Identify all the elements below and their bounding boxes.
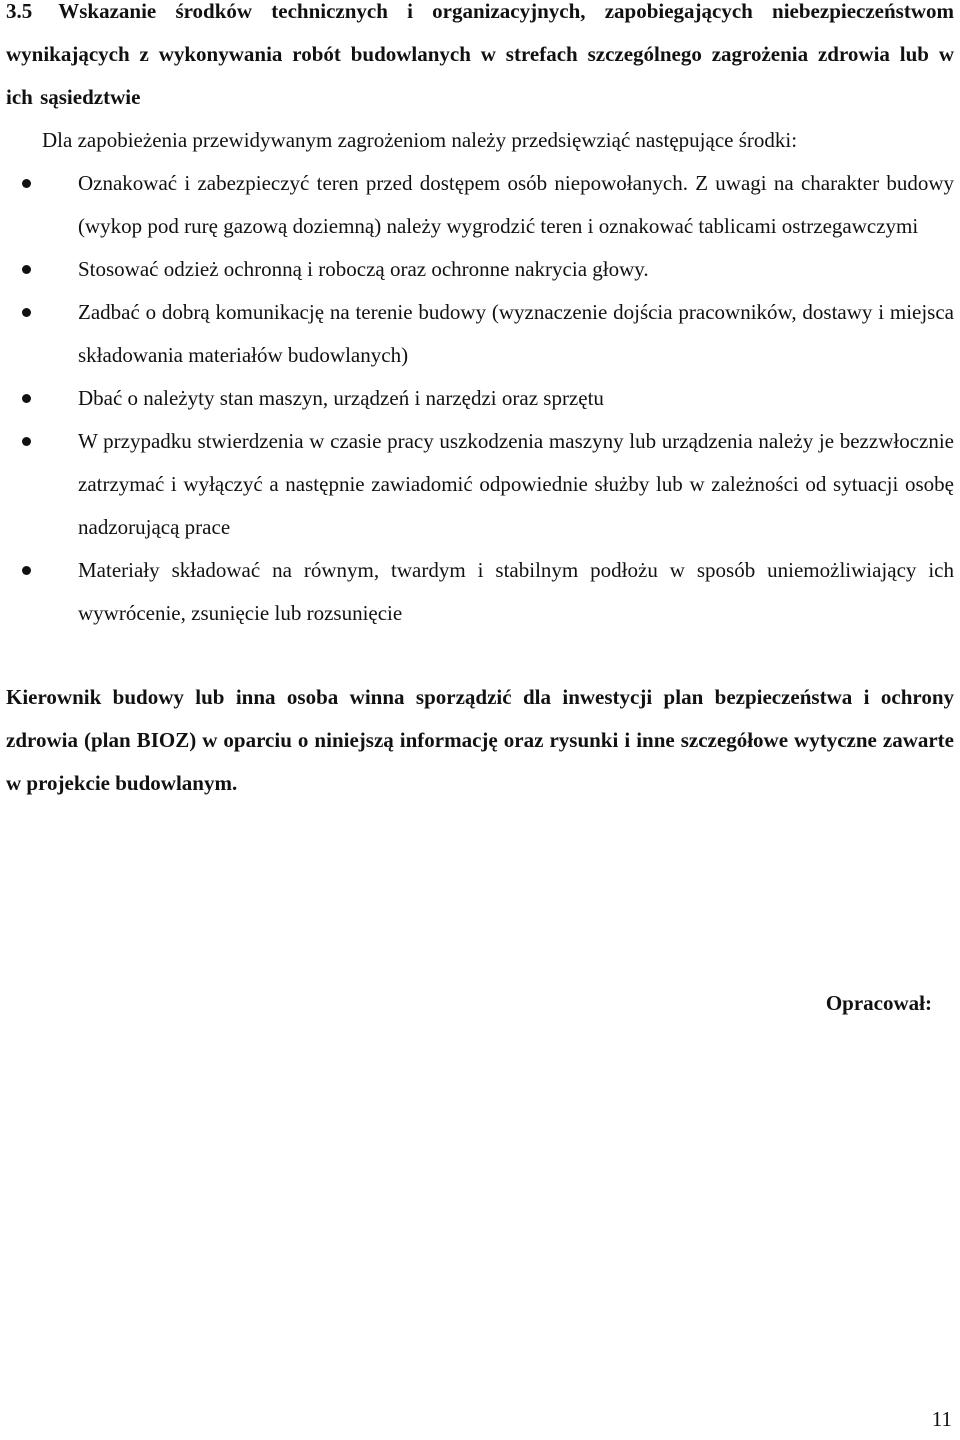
bullet-icon: [22, 265, 31, 274]
bullet-icon: [22, 437, 31, 446]
closing-paragraph: Kierownik budowy lub inna osoba winna sporządzić dla inwestycji plan bezpieczeństwa i ochrony zdrowia (plan BIOZ) w oparciu o niniejszą informację oraz rysunki i inne szczegółowe wytyczne zawarte w projekcie budowlanym.: [6, 685, 954, 795]
bullet-icon: [22, 566, 31, 575]
list-item: [6, 549, 954, 635]
list-item-text: W przypadku stwierdzenia w czasie pracy uszkodzenia maszyny lub urządzenia należy je bezzwłocznie zatrzymać i wyłączyć a następnie zawiadomić odpowiednie służby lub w zależności od sytuacji osobę nadzorującą prace: [78, 429, 954, 539]
list-item: [6, 291, 954, 377]
list-item: [6, 377, 954, 420]
bullet-icon: [22, 394, 31, 403]
list-item-text: Stosować odzież ochronną i roboczą oraz ochronne nakrycia głowy.: [78, 257, 649, 281]
page-number: 11: [931, 1407, 952, 1431]
list-item: [6, 420, 954, 549]
document-page: [6, 0, 954, 805]
bullet-icon: [22, 179, 31, 188]
section-number: 3.5: [6, 0, 33, 23]
bullet-icon: [22, 308, 31, 317]
list-item: [6, 248, 954, 291]
list-item-text: Zadbać o dobrą komunikację na terenie budowy (wyznaczenie dojścia pracowników, dostawy i miejsca składowania materiałów budowlanych): [78, 300, 954, 367]
signature-label: Opracował:: [825, 991, 932, 1015]
list-item-text: Dbać o należyty stan maszyn, urządzeń i narzędzi oraz sprzętu: [78, 386, 604, 410]
list-item-text: Materiały składować na równym, twardym i stabilnym podłożu w sposób uniemożliwiający ich wywrócenie, zsunięcie lub rozsunięcie: [78, 558, 954, 625]
list-item: [6, 162, 954, 248]
intro-paragraph: Dla zapobieżenia przewidywanym zagrożeniom należy przedsięwziąć następujące środki:: [42, 128, 798, 152]
section-title: Wskazanie środków technicznych i organizacyjnych, zapobiegających niebezpieczeństwom wynikających z wykonywania robót budowlanych w strefach szczególnego zagrożenia zdrowia lub w ich sąsiedztwie: [6, 0, 954, 109]
section-heading: [6, 0, 954, 119]
measures-list: [6, 162, 954, 635]
list-item-text: Oznakować i zabezpieczyć teren przed dostępem osób niepowołanych. Z uwagi na charakter budowy (wykop pod rurę gazową doziemną) należy wygrodzić teren i oznakować tablicami ostrzegawczymi: [78, 171, 954, 238]
